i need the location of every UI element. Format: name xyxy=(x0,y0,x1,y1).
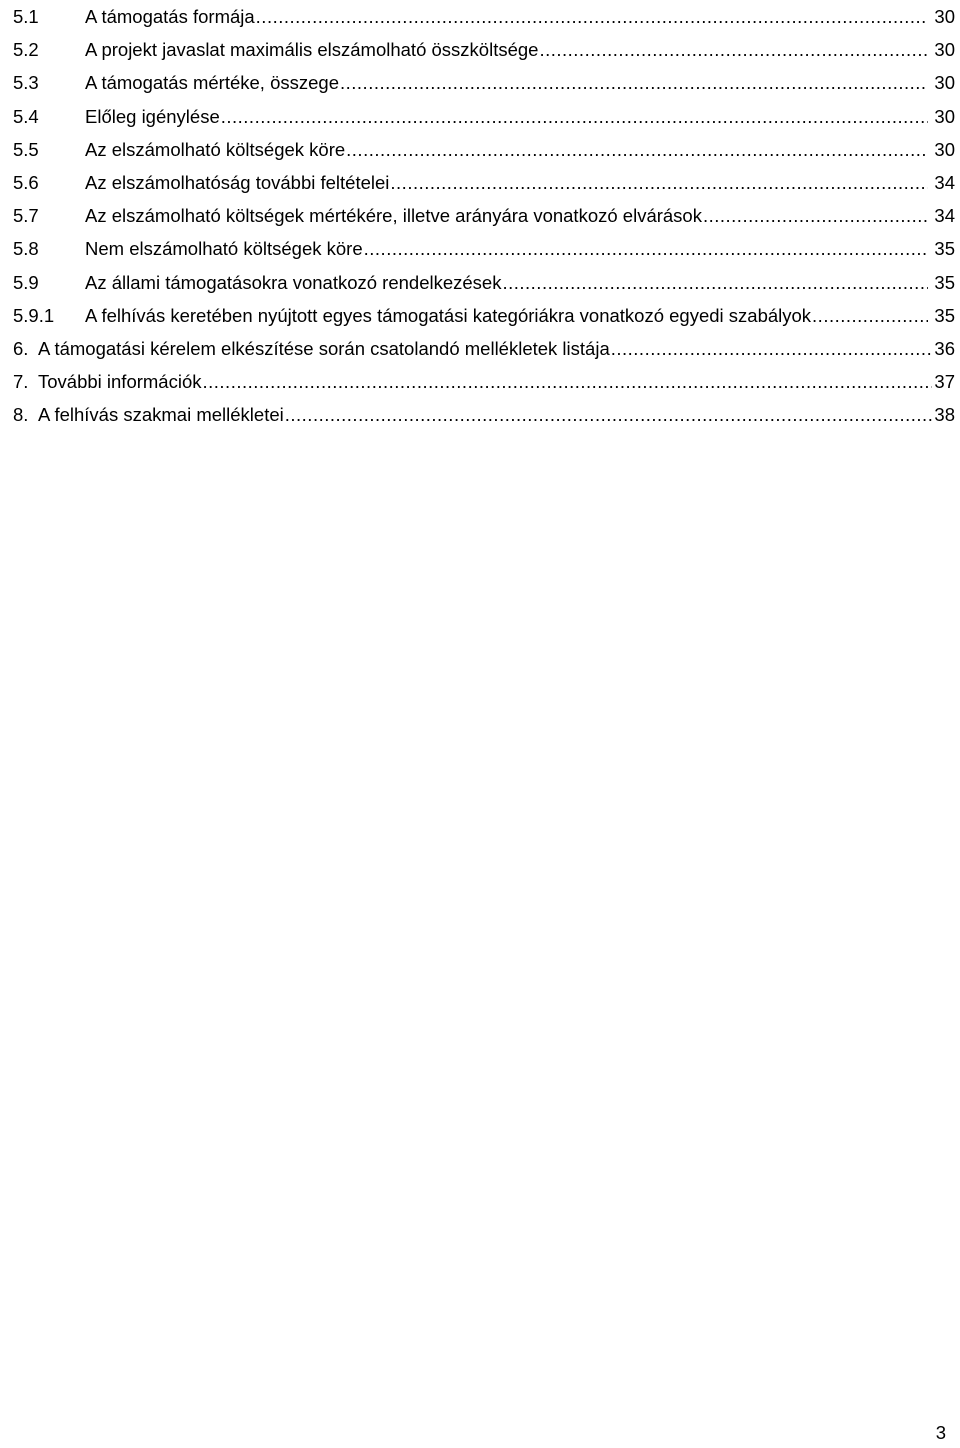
toc-entry[interactable] xyxy=(13,100,955,133)
toc-entry-page: 36 xyxy=(934,337,955,359)
toc-entry-number: 5.1 xyxy=(13,6,39,27)
toc-entry-title: A támogatás formája xyxy=(85,6,255,27)
toc-dot-leader xyxy=(346,133,928,166)
toc-dot-leader xyxy=(611,332,933,365)
toc-dot-leader xyxy=(812,299,928,332)
toc-entry[interactable] xyxy=(13,299,955,332)
toc-dot-leader xyxy=(703,199,928,232)
toc-entry-number: 5.9.1 xyxy=(13,304,55,326)
toc-entry-number: 6. xyxy=(13,337,29,359)
toc-entry-title: Nem elszámolható költségek köre xyxy=(85,238,363,260)
page-number: 3 xyxy=(935,1422,946,1443)
toc-dot-leader xyxy=(364,232,929,265)
toc-dot-leader xyxy=(256,0,929,33)
toc-dot-leader xyxy=(502,266,928,299)
toc-entry-page: 30 xyxy=(934,72,955,94)
toc-entry-number: 5.6 xyxy=(13,171,39,193)
toc-entry-number: 5.8 xyxy=(13,238,39,260)
toc-entry-title: Előleg igénylése xyxy=(85,105,220,127)
toc-dot-leader xyxy=(285,398,933,431)
toc-entry-page: 35 xyxy=(934,238,955,260)
toc-entry-page: 35 xyxy=(934,271,955,293)
toc-dot-leader xyxy=(390,166,928,199)
toc-entry-number: 5.4 xyxy=(13,105,39,127)
toc-entry-number: 7. xyxy=(13,371,29,393)
toc-entry-number: 8. xyxy=(13,404,29,426)
toc-entry-title: A projekt javaslat maximális elszámolható összköltsége xyxy=(85,39,539,61)
toc-entry-title: A felhívás keretében nyújtott egyes támogatási kategóriákra vonatkozó egyedi szabályok xyxy=(85,304,812,326)
toc-entry-title: A támogatás mértéke, összege xyxy=(85,72,339,94)
toc-entry[interactable] xyxy=(13,166,955,199)
toc-entry-title: Az állami támogatásokra vonatkozó rendelkezések xyxy=(85,271,502,293)
toc-entry-page: 30 xyxy=(934,105,955,127)
toc-entry[interactable] xyxy=(13,365,955,398)
toc-entry-title: Az elszámolható költségek köre xyxy=(85,138,346,160)
toc-entry-number: 5.7 xyxy=(13,205,39,227)
toc-entry-page: 38 xyxy=(934,404,955,426)
table-of-contents xyxy=(13,0,955,431)
toc-entry-page: 34 xyxy=(934,205,955,227)
toc-entry-number: 5.5 xyxy=(13,138,39,160)
toc-entry-title: Az elszámolhatóság további feltételei xyxy=(85,171,390,193)
toc-dot-leader xyxy=(539,33,928,66)
toc-entry-number: 5.2 xyxy=(13,39,39,61)
toc-entry[interactable] xyxy=(13,199,955,232)
toc-dot-leader xyxy=(340,66,928,99)
toc-entry-title: A felhívás szakmai mellékletei xyxy=(38,404,284,426)
toc-entry[interactable] xyxy=(13,133,955,166)
toc-entry[interactable] xyxy=(13,266,955,299)
toc-entry-title: A támogatási kérelem elkészítése során csatolandó mellékletek listája xyxy=(38,337,610,359)
toc-entry[interactable] xyxy=(13,33,955,66)
toc-entry[interactable] xyxy=(13,66,955,99)
toc-entry-page: 35 xyxy=(934,304,955,326)
toc-entry-page: 30 xyxy=(934,39,955,61)
toc-entry-number: 5.3 xyxy=(13,72,39,94)
toc-dot-leader xyxy=(203,365,933,398)
toc-entry[interactable] xyxy=(13,0,955,33)
toc-dot-leader xyxy=(221,100,929,133)
toc-entry-page: 37 xyxy=(934,371,955,393)
toc-entry[interactable] xyxy=(13,332,955,365)
toc-entry[interactable] xyxy=(13,232,955,265)
toc-entry-page: 30 xyxy=(934,138,955,160)
toc-entry-page: 30 xyxy=(934,6,955,27)
toc-entry[interactable] xyxy=(13,398,955,431)
toc-entry-title: Az elszámolható költségek mértékére, illetve arányára vonatkozó elvárások xyxy=(85,205,702,227)
toc-entry-title: További információk xyxy=(38,371,202,393)
toc-entry-number: 5.9 xyxy=(13,271,39,293)
toc-entry-page: 34 xyxy=(934,171,955,193)
